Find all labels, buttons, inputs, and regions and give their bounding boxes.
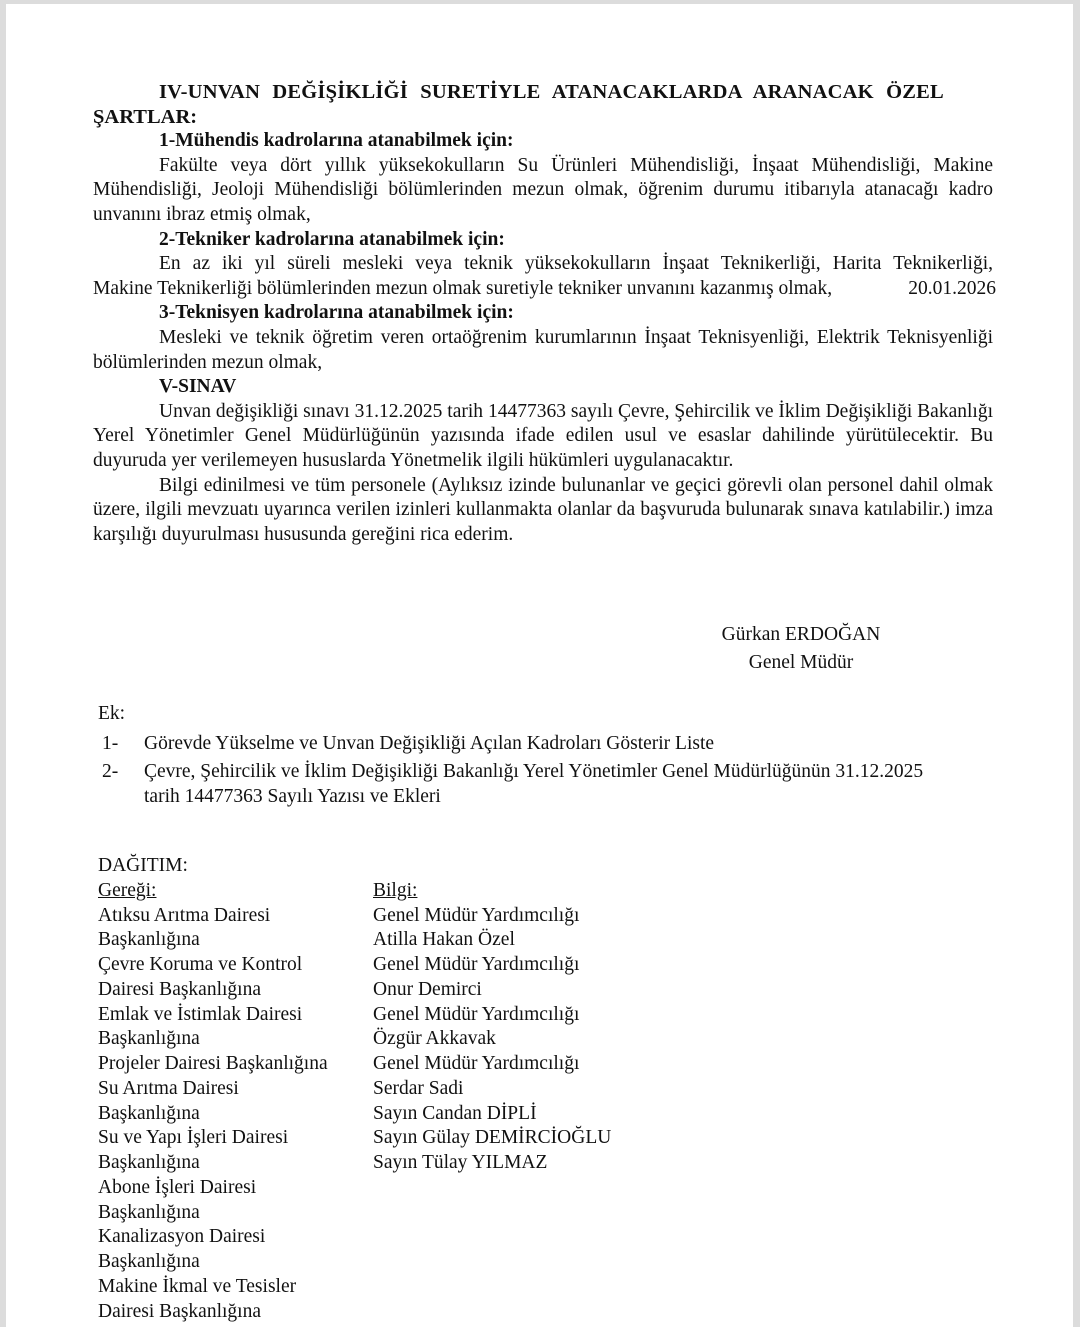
bilgi-line: Sayın Gülay DEMİRCİOĞLU <box>373 1127 612 1149</box>
bilgi-line: Genel Müdür Yardımcılığı <box>373 1003 580 1025</box>
distribution-columns <box>98 879 693 1325</box>
bilgi-line: Genel Müdür Yardımcılığı <box>373 954 580 975</box>
subsection2-text-line2: Makine Teknikerliği bölümlerinden mezun olmak suretiyle tekniker unvanını kazanmış olmak, <box>93 277 833 299</box>
attachment-item <box>98 732 998 757</box>
subsection3-title: 3-Teknisyen kadrolarına atanabilmek için: <box>159 302 514 324</box>
document-page <box>6 4 1073 1327</box>
section4-heading <box>93 80 993 105</box>
gereği-line: Projeler Dairesi Başkanlığına <box>98 1053 328 1074</box>
subsection2-text-line2-wrap <box>93 277 996 302</box>
gereği-line: Abone İşleri Dairesi <box>98 1176 257 1198</box>
bilgi-line: Genel Müdür Yardımcılığı <box>373 1053 580 1074</box>
gereği-line: Su Arıtma Dairesi <box>98 1077 239 1099</box>
section4-heading-line2: ŞARTLAR: <box>93 105 198 128</box>
gereği-line: Su ve Yapı İşleri Dairesi <box>98 1127 289 1149</box>
document-body <box>93 80 996 547</box>
gereği-line: Başkanlığına <box>98 929 200 951</box>
distribution-section <box>98 854 693 1324</box>
gereği-line: Atıksu Arıtma Dairesi <box>98 904 271 926</box>
section5-heading: V-SINAV <box>159 376 237 398</box>
subsection2-text-line1: En az iki yıl süreli mesleki veya teknik yüksekokulların İnşaat Teknikerliği, Harita Teknikerliği, <box>159 253 993 275</box>
distribution-label: DAĞITIM: <box>98 855 188 876</box>
signatory-title: Genel Müdür <box>748 652 854 673</box>
bilgi-line: Sayın Candan DİPLİ <box>373 1102 537 1124</box>
subsection2-title: 2-Tekniker kadrolarına atanabilmek için: <box>159 228 505 250</box>
gereği-line: Emlak ve İstimlak Dairesi <box>98 1003 303 1025</box>
gereği-line: Çevre Koruma ve Kontrol <box>98 954 303 975</box>
attachment-number: 2- <box>102 761 119 783</box>
bilgi-line: Onur Demirci <box>373 978 482 1000</box>
bilgi-line: Özgür Akkavak <box>373 1028 496 1050</box>
gereği-line: Kanalizasyon Dairesi <box>98 1226 266 1248</box>
subsection1-text: Fakülte veya dört yıllık yüksekokulların Su Ürünleri Mühendisliği, İnşaat Mühendisliği, Makine Mühendisliği, Jeoloji Mühendisliği bölümlerinden mezun olmak, öğrenim durumu itibarıyla atanacağı kadro unvanını ibraz etmiş olmak, <box>93 154 993 225</box>
section5-paragraph2: Bilgi edinilmesi ve tüm personele (Aylıksız izinde bulunanlar ve geçici görevli olan personel dahil olmak üzere, ilgili mevzuatı uyarınca verilen izinleri kullanmakta olanlar da başvuruda bulunarak sınava katılabilir.) imza karşılığı duyurulması hususunda gereğini rica ederim. <box>93 474 993 545</box>
bilgi-line: Atilla Hakan Özel <box>373 929 515 951</box>
attachment-text: Çevre, Şehircilik ve İklim Değişikliği Bakanlığı Yerel Yönetimler Genel Müdürlüğünün 31.12.2025 tarih 14477363 Sayılı Yazısı ve Ekleri <box>144 761 924 807</box>
gereği-label: Gereği: <box>98 879 157 901</box>
signature-block <box>706 621 896 677</box>
gereği-line: Başkanlığına <box>98 1251 200 1272</box>
gereği-line: Başkanlığına <box>98 1102 200 1124</box>
attachments-section <box>98 702 998 813</box>
section5-paragraph1: Unvan değişikliği sınavı 31.12.2025 tarih 14477363 sayılı Çevre, Şehircilik ve İklim Değişikliği Bakanlığı Yerel Yönetimler Genel Müdürlüğünün yazısında ifade edilen usul ve esaslar dahilinde yürütülecektir. Bu duyuruda yer verilemeyen hususlarda Yönetmelik ilgili hükümleri uygulanacaktır. <box>93 400 993 471</box>
bilgi-label: Bilgi: <box>373 879 418 901</box>
attachment-item <box>98 760 998 809</box>
attachment-number: 1- <box>102 732 119 754</box>
date-stamp: 20.01.2026 <box>907 277 996 302</box>
bilgi-line: Serdar Sadi <box>373 1077 464 1099</box>
gereği-column <box>98 879 373 1325</box>
gereği-line: Makine İkmal ve Tesisler <box>98 1275 297 1297</box>
subsection3-text: Mesleki ve teknik öğretim veren ortaöğrenim kurumlarının İnşaat Teknisyenliği, Elektrik Teknisyenliği bölümlerinden mezun olmak, <box>93 326 993 373</box>
gereği-line: Dairesi Başkanlığına <box>98 1300 261 1322</box>
gereği-line: Başkanlığına <box>98 1201 200 1223</box>
gereği-line: Başkanlığına <box>98 1028 200 1050</box>
bilgi-line: Sayın Tülay YILMAZ <box>373 1152 548 1173</box>
bilgi-column <box>373 879 693 1325</box>
attachments-label: Ek: <box>98 703 126 724</box>
signatory-name: Gürkan ERDOĞAN <box>721 624 881 645</box>
section4-heading-line1: IV-UNVAN DEĞİŞİKLİĞİ SURETİYLE ATANACAKLARDA ARANACAK ÖZEL <box>159 81 944 103</box>
gereği-line: Dairesi Başkanlığına <box>98 978 261 1000</box>
gereği-line: Başkanlığına <box>98 1152 200 1173</box>
attachment-text: Görevde Yükselme ve Unvan Değişikliği Açılan Kadroları Gösterir Liste <box>144 732 715 754</box>
subsection1-title: 1-Mühendis kadrolarına atanabilmek için: <box>159 130 514 152</box>
bilgi-line: Genel Müdür Yardımcılığı <box>373 904 580 926</box>
